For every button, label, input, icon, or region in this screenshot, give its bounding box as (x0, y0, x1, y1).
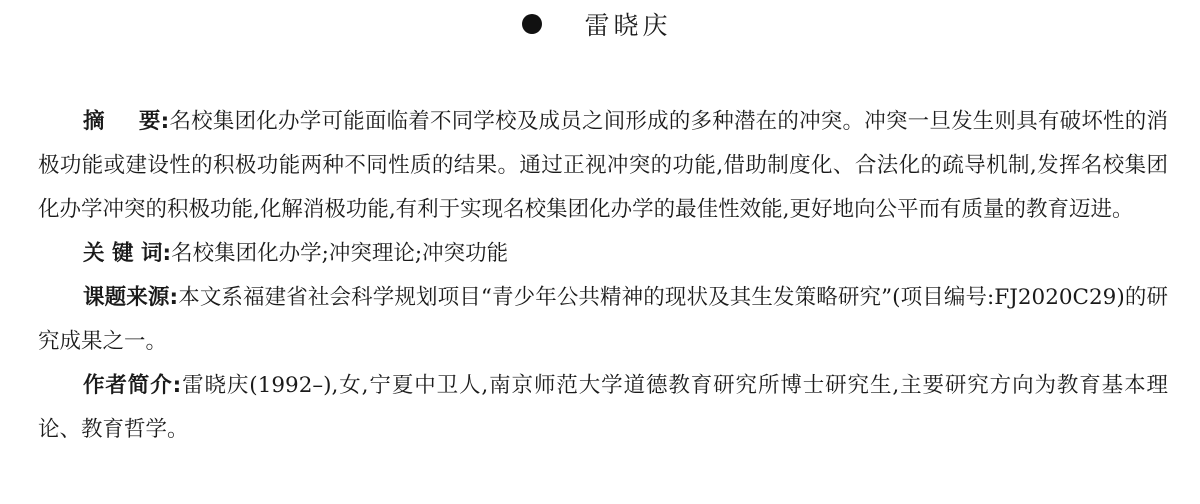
author-header (0, 4, 1200, 44)
author-bio-label: 作者简介: (83, 373, 182, 398)
author-name: 雷晓庆 (584, 11, 672, 40)
funding-label: 课题来源: (83, 285, 179, 310)
abstract-text: 名校集团化办学可能面临着不同学校及成员之间形成的多种潜在的冲突。冲突一旦发生则具有破坏性的消极功能或建设性的积极功能两种不同性质的结果。通过正视冲突的功能,借助制度化、合法化的疏导机制,发挥名校集团化办学冲突的积极功能,化解消极功能,有利于实现名校集团化办学的最佳性效能,更好地向公平而有质量的教育迈进。 (38, 109, 1168, 222)
funding-paragraph (38, 276, 1168, 364)
author-bio-paragraph (38, 364, 1168, 452)
front-matter (38, 100, 1168, 452)
abstract-label-part2: 要: (138, 109, 170, 134)
abstract-label-part1: 摘 (83, 109, 105, 134)
funding-text: 本文系福建省社会科学规划项目“青少年公共精神的现状及其生发策略研究”(项目编号:FJ2020C29)的研究成果之一。 (38, 285, 1168, 354)
keywords-text: 名校集团化办学;冲突理论;冲突功能 (171, 241, 509, 266)
author-bio-text: 雷晓庆(1992–),女,宁夏中卫人,南京师范大学道德教育研究所博士研究生,主要研究方向为教育基本理论、教育哲学。 (38, 373, 1168, 442)
keywords-label: 关 键 词: (83, 241, 172, 266)
abstract-label (83, 109, 169, 134)
keywords-paragraph (38, 232, 1168, 276)
bullet-icon (522, 14, 542, 34)
abstract-paragraph (38, 100, 1168, 232)
